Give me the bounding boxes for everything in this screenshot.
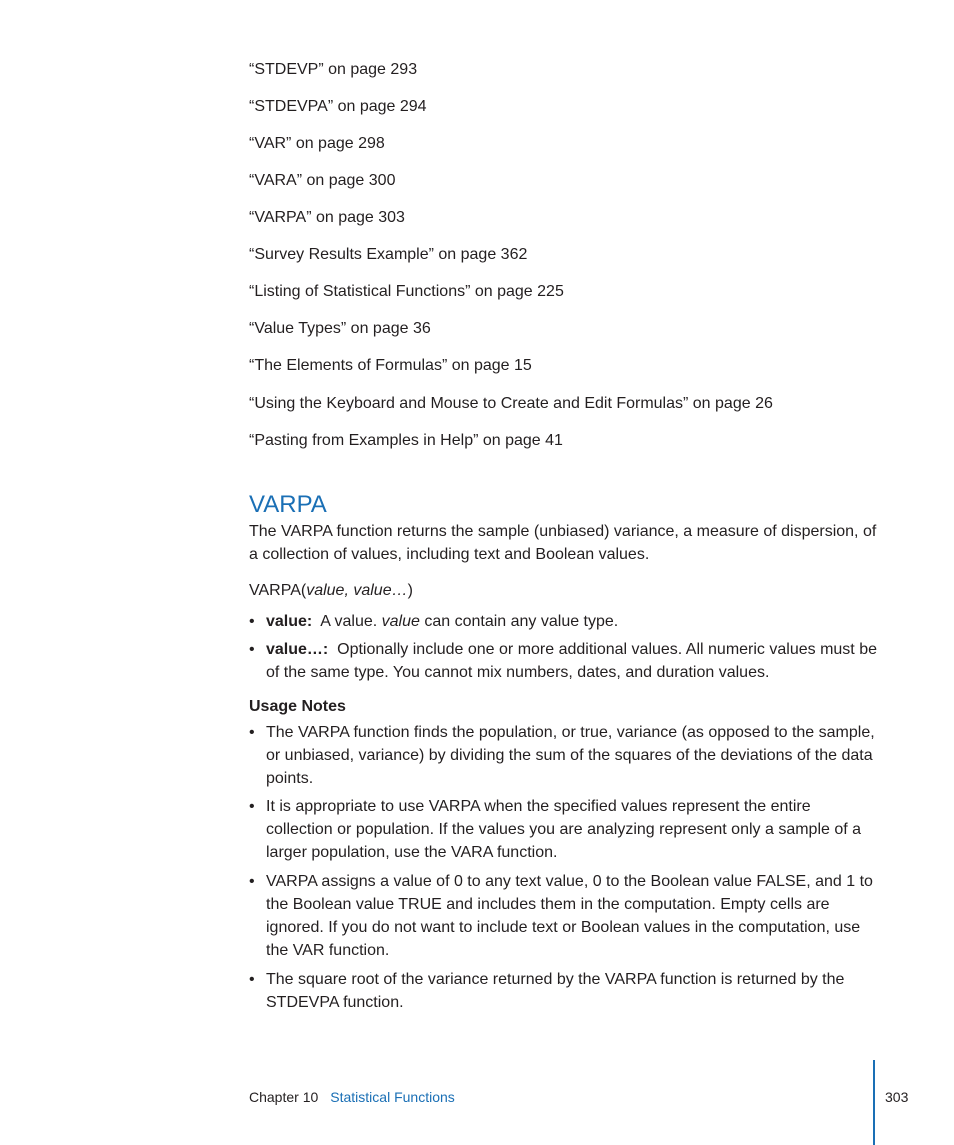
function-syntax bbox=[249, 581, 413, 601]
syntax-function-name: VARPA bbox=[249, 582, 301, 599]
usage-note-text: The VARPA function finds the population, or true, variance (as opposed to the sample, or unbiased, variance) by dividing the sum of the squares of the deviations of the data points. bbox=[266, 724, 875, 787]
see-also-link[interactable]: “Listing of Statistical Functions” on page 225 bbox=[249, 283, 564, 300]
see-also-link[interactable]: “STDEVPA” on page 294 bbox=[249, 98, 427, 115]
usage-note bbox=[249, 870, 879, 962]
bullet-dot: • bbox=[249, 641, 255, 658]
usage-note bbox=[249, 795, 879, 864]
footer-chapter: Chapter 10 bbox=[249, 1089, 319, 1105]
argument-text: A value. bbox=[320, 613, 382, 630]
bullet-dot: • bbox=[249, 873, 255, 890]
see-also-link[interactable]: “STDEVP” on page 293 bbox=[249, 61, 418, 78]
section-title: VARPA bbox=[249, 491, 327, 518]
usage-note-text: VARPA assigns a value of 0 to any text value, 0 to the Boolean value FALSE, and 1 to the Boolean value TRUE and includes them in the computation. Empty cells are ignored. If you do not want to include text or Boolean values in the computation, use the VAR function. bbox=[266, 873, 873, 959]
see-also-link[interactable]: “VARA” on page 300 bbox=[249, 172, 396, 189]
see-also-link[interactable]: “Survey Results Example” on page 362 bbox=[249, 246, 528, 263]
argument-text-after: can contain any value type. bbox=[419, 613, 619, 630]
argument-item bbox=[249, 638, 879, 684]
bullet-dot: • bbox=[249, 613, 255, 630]
usage-notes-list bbox=[249, 721, 879, 1014]
section-intro: The VARPA function returns the sample (unbiased) variance, a measure of dispersion, of a collection of values, including text and Boolean values. bbox=[249, 523, 877, 563]
page-number: 303 bbox=[885, 1089, 909, 1105]
argument-list bbox=[249, 610, 879, 684]
usage-note-text: It is appropriate to use VARPA when the specified values represent the entire collection or population. If the values you are analyzing represent only a sample of a larger population, use the VARA function. bbox=[266, 798, 862, 861]
bullet-dot: • bbox=[249, 724, 255, 741]
syntax-open-paren: ( bbox=[300, 582, 307, 599]
bullet-dot: • bbox=[249, 798, 255, 815]
syntax-close-paren: ) bbox=[407, 582, 413, 599]
see-also-link[interactable]: “Using the Keyboard and Mouse to Create and Edit Formulas” on page 26 bbox=[249, 395, 773, 412]
footer-divider bbox=[873, 1060, 875, 1145]
argument-text: Optionally include one or more additional values. All numeric values must be of the same type. You cannot mix numbers, dates, and duration values. bbox=[266, 641, 877, 681]
see-also-link[interactable]: “VARPA” on page 303 bbox=[249, 209, 405, 226]
usage-note bbox=[249, 968, 879, 1014]
footer-chapter-title[interactable]: Statistical Functions bbox=[330, 1089, 455, 1105]
see-also-link[interactable]: “Value Types” on page 36 bbox=[249, 320, 431, 337]
usage-note bbox=[249, 721, 879, 790]
see-also-link[interactable]: “VAR” on page 298 bbox=[249, 135, 385, 152]
page-footer bbox=[249, 1088, 455, 1106]
argument-item bbox=[249, 610, 879, 633]
see-also-link[interactable]: “The Elements of Formulas” on page 15 bbox=[249, 357, 532, 374]
argument-term: value: bbox=[266, 613, 313, 630]
argument-term: value…: bbox=[266, 641, 329, 658]
usage-notes-heading: Usage Notes bbox=[249, 698, 346, 715]
syntax-arguments: value, value… bbox=[306, 582, 408, 599]
usage-note-text: The square root of the variance returned by the VARPA function is returned by the STDEVPA function. bbox=[266, 971, 845, 1011]
bullet-dot: • bbox=[249, 971, 255, 988]
argument-italic: value bbox=[381, 613, 420, 630]
see-also-link[interactable]: “Pasting from Examples in Help” on page 41 bbox=[249, 432, 563, 449]
